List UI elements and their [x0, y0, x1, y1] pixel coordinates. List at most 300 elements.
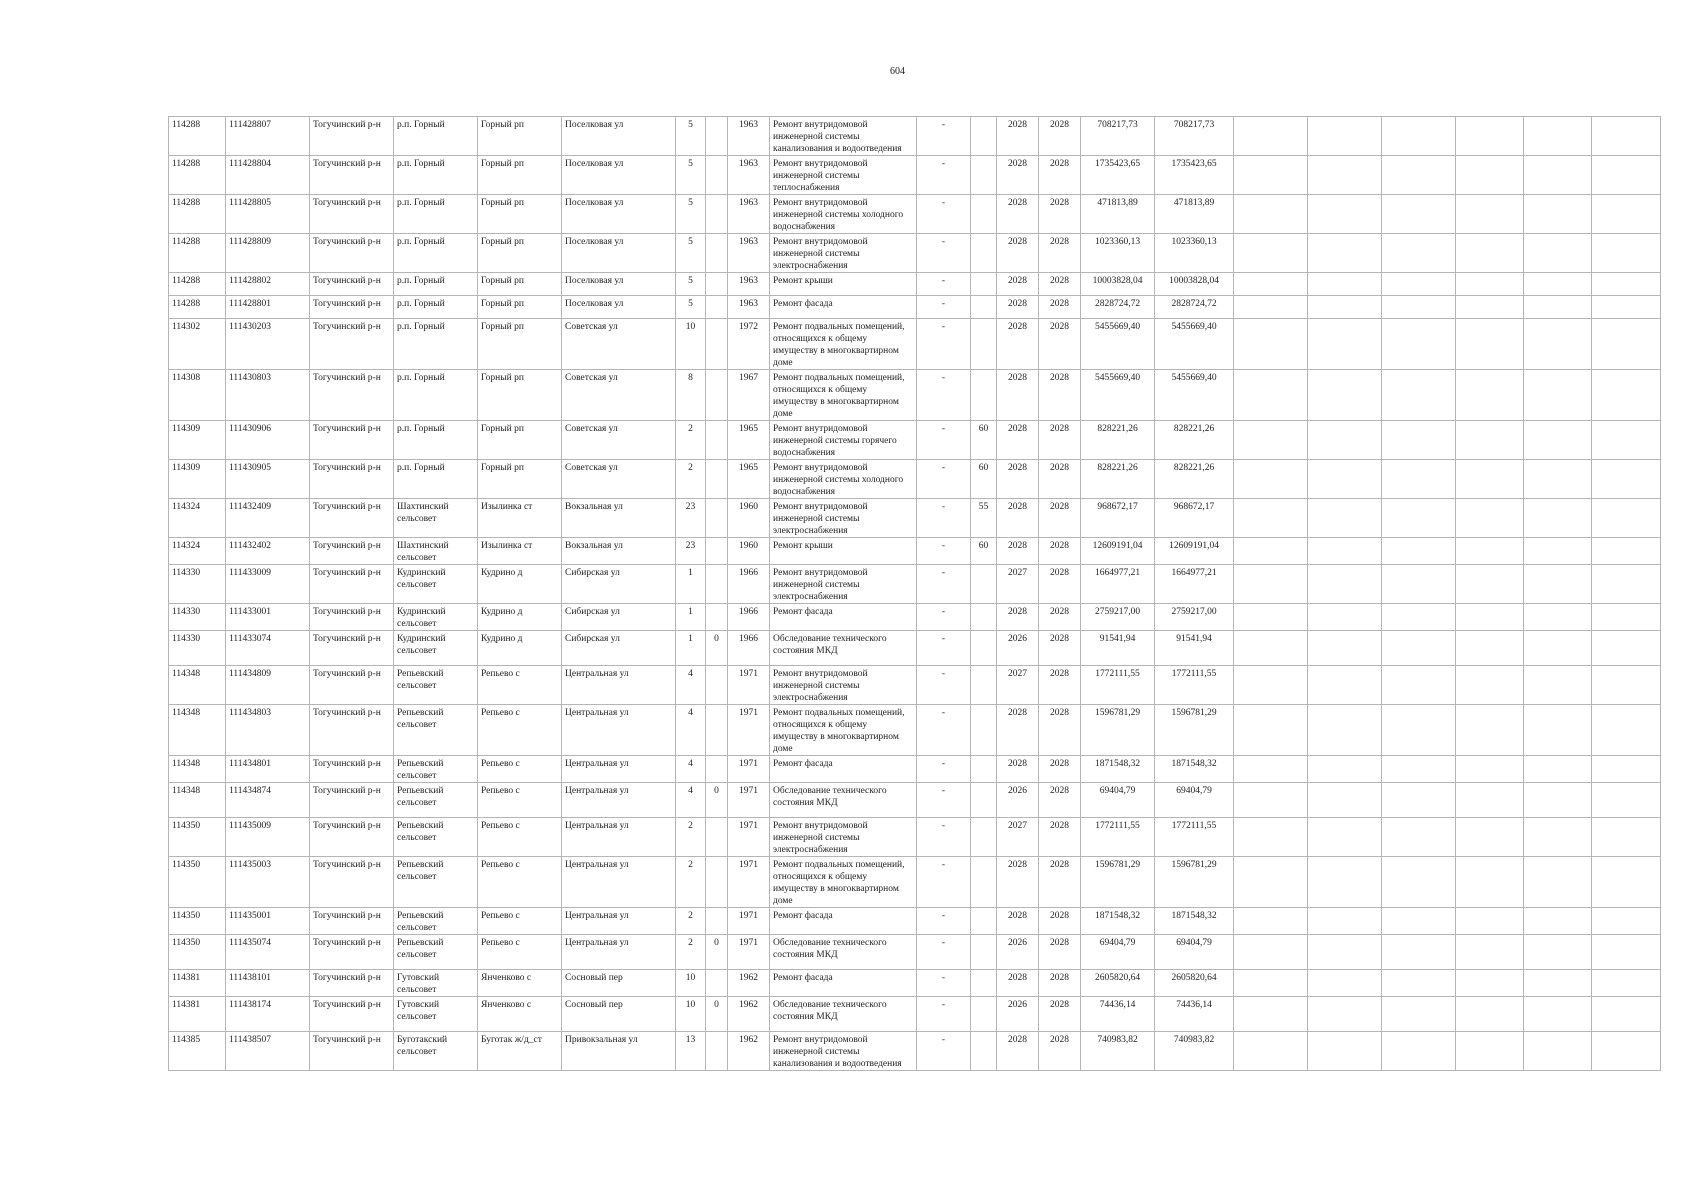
- cell-cost: 74436,14: [1081, 997, 1155, 1032]
- cell-empty: [1524, 705, 1592, 756]
- cell-house: 10: [676, 997, 706, 1032]
- cell-code: 111434803: [226, 705, 310, 756]
- cell-empty: [1382, 857, 1456, 908]
- cell-empty: [1234, 538, 1308, 565]
- cell-dash: -: [917, 319, 971, 370]
- cell-empty: [1592, 818, 1661, 857]
- cell-corpus: [706, 499, 728, 538]
- cell-dash: -: [917, 935, 971, 970]
- cell-work: Ремонт внутридомовой инженерной системы электроснабжения: [770, 234, 917, 273]
- cell-corpus: 0: [706, 631, 728, 666]
- cell-id: 114288: [169, 273, 226, 296]
- cell-empty: [1592, 756, 1661, 783]
- cell-street: Центральная ул: [562, 908, 676, 935]
- cell-empty: [1308, 1032, 1382, 1071]
- cell-total: 2759217,00: [1155, 604, 1234, 631]
- cell-empty: [1234, 970, 1308, 997]
- cell-empty: [1456, 460, 1524, 499]
- cell-house: 5: [676, 117, 706, 156]
- cell-work: Обследование технического состояния МКД: [770, 783, 917, 818]
- cell-empty: [1308, 156, 1382, 195]
- cell-work: Ремонт внутридомовой инженерной системы горячего водоснабжения: [770, 421, 917, 460]
- cell-year-from: 2028: [997, 156, 1039, 195]
- cell-district: Тогучинский р-н: [310, 908, 394, 935]
- cell-street: Центральная ул: [562, 756, 676, 783]
- cell-empty: [1234, 908, 1308, 935]
- cell-empty: [1308, 370, 1382, 421]
- cell-empty: [1382, 666, 1456, 705]
- cell-year-from: 2028: [997, 756, 1039, 783]
- cell-year-from: 2028: [997, 195, 1039, 234]
- cell-id: 114288: [169, 156, 226, 195]
- cell-empty: [1234, 705, 1308, 756]
- cell-house: 2: [676, 818, 706, 857]
- cell-empty: [1234, 783, 1308, 818]
- cell-district: Тогучинский р-н: [310, 460, 394, 499]
- cell-empty: [1456, 631, 1524, 666]
- cell-empty: [1382, 756, 1456, 783]
- cell-empty: [1592, 117, 1661, 156]
- cell-settlement: Кудринский сельсовет: [394, 631, 478, 666]
- cell-work: Ремонт внутридомовой инженерной системы канализования и водоотведения: [770, 1032, 917, 1071]
- cell-cost: 5455669,40: [1081, 319, 1155, 370]
- cell-empty: [1234, 273, 1308, 296]
- cell-empty: [1592, 666, 1661, 705]
- cell-year: 1966: [728, 604, 770, 631]
- cell-empty: [1592, 908, 1661, 935]
- cell-id: 114308: [169, 370, 226, 421]
- cell-term: [971, 666, 997, 705]
- cell-code: 111428801: [226, 296, 310, 319]
- cell-dash: -: [917, 117, 971, 156]
- cell-empty: [1308, 319, 1382, 370]
- cell-year: 1971: [728, 935, 770, 970]
- cell-total: 5455669,40: [1155, 370, 1234, 421]
- cell-locality: Горный рп: [478, 156, 562, 195]
- cell-year-to: 2028: [1039, 970, 1081, 997]
- cell-dash: -: [917, 234, 971, 273]
- cell-code: 111430905: [226, 460, 310, 499]
- cell-settlement: Гутовский сельсовет: [394, 997, 478, 1032]
- cell-house: 4: [676, 756, 706, 783]
- cell-locality: Репьево с: [478, 908, 562, 935]
- cell-empty: [1524, 783, 1592, 818]
- cell-empty: [1456, 756, 1524, 783]
- cell-year: 1962: [728, 970, 770, 997]
- cell-total: 1871548,32: [1155, 908, 1234, 935]
- cell-house: 10: [676, 970, 706, 997]
- cell-corpus: [706, 421, 728, 460]
- cell-work: Ремонт крыши: [770, 273, 917, 296]
- cell-year-to: 2028: [1039, 117, 1081, 156]
- cell-empty: [1524, 935, 1592, 970]
- cell-empty: [1524, 460, 1592, 499]
- cell-year-to: 2028: [1039, 604, 1081, 631]
- cell-total: 91541,94: [1155, 631, 1234, 666]
- cell-dash: -: [917, 195, 971, 234]
- cell-year: 1971: [728, 818, 770, 857]
- cell-empty: [1524, 296, 1592, 319]
- cell-code: 111432409: [226, 499, 310, 538]
- cell-year-to: 2028: [1039, 1032, 1081, 1071]
- cell-year-from: 2027: [997, 565, 1039, 604]
- cell-empty: [1456, 705, 1524, 756]
- cell-empty: [1234, 195, 1308, 234]
- table-row: [169, 460, 1661, 499]
- table-row: [169, 756, 1661, 783]
- cell-work: Ремонт подвальных помещений, относящихся к общему имуществу в многоквартирном доме: [770, 705, 917, 756]
- cell-year-to: 2028: [1039, 296, 1081, 319]
- cell-cost: 12609191,04: [1081, 538, 1155, 565]
- cell-term: [971, 631, 997, 666]
- cell-empty: [1308, 499, 1382, 538]
- cell-locality: Янченково с: [478, 970, 562, 997]
- cell-id: 114288: [169, 195, 226, 234]
- cell-empty: [1382, 818, 1456, 857]
- cell-street: Поселковая ул: [562, 234, 676, 273]
- cell-total: 1596781,29: [1155, 705, 1234, 756]
- cell-empty: [1456, 117, 1524, 156]
- cell-locality: Буготак ж/д_ст: [478, 1032, 562, 1071]
- cell-street: Поселковая ул: [562, 156, 676, 195]
- cell-id: 114288: [169, 234, 226, 273]
- cell-district: Тогучинский р-н: [310, 538, 394, 565]
- cell-locality: Горный рп: [478, 319, 562, 370]
- cell-year-to: 2028: [1039, 156, 1081, 195]
- cell-total: 828221,26: [1155, 460, 1234, 499]
- table-row: [169, 1032, 1661, 1071]
- cell-year: 1963: [728, 195, 770, 234]
- cell-code: 111438507: [226, 1032, 310, 1071]
- cell-empty: [1382, 538, 1456, 565]
- cell-street: Центральная ул: [562, 857, 676, 908]
- cell-house: 13: [676, 1032, 706, 1071]
- cell-year-from: 2026: [997, 997, 1039, 1032]
- cell-total: 1664977,21: [1155, 565, 1234, 604]
- cell-id: 114381: [169, 970, 226, 997]
- cell-street: Поселковая ул: [562, 296, 676, 319]
- cell-id: 114348: [169, 705, 226, 756]
- cell-code: 111435009: [226, 818, 310, 857]
- cell-term: [971, 296, 997, 319]
- cell-locality: Горный рп: [478, 234, 562, 273]
- cell-empty: [1524, 666, 1592, 705]
- cell-total: 968672,17: [1155, 499, 1234, 538]
- cell-empty: [1592, 421, 1661, 460]
- cell-empty: [1234, 370, 1308, 421]
- cell-settlement: Репьевский сельсовет: [394, 818, 478, 857]
- cell-id: 114350: [169, 818, 226, 857]
- cell-year-to: 2028: [1039, 460, 1081, 499]
- cell-district: Тогучинский р-н: [310, 499, 394, 538]
- cell-house: 2: [676, 857, 706, 908]
- cell-code: 111430906: [226, 421, 310, 460]
- cell-settlement: Репьевский сельсовет: [394, 783, 478, 818]
- cell-empty: [1382, 234, 1456, 273]
- cell-corpus: [706, 195, 728, 234]
- cell-year-to: 2028: [1039, 857, 1081, 908]
- cell-term: [971, 818, 997, 857]
- cell-year-from: 2028: [997, 705, 1039, 756]
- cell-empty: [1592, 273, 1661, 296]
- cell-district: Тогучинский р-н: [310, 234, 394, 273]
- cell-work: Ремонт подвальных помещений, относящихся к общему имуществу в многоквартирном доме: [770, 857, 917, 908]
- cell-work: Ремонт внутридомовой инженерной системы электроснабжения: [770, 666, 917, 705]
- cell-code: 111434874: [226, 783, 310, 818]
- cell-term: [971, 156, 997, 195]
- cell-empty: [1382, 195, 1456, 234]
- cell-year-from: 2028: [997, 319, 1039, 370]
- cell-code: 111434801: [226, 756, 310, 783]
- cell-total: 5455669,40: [1155, 319, 1234, 370]
- cell-empty: [1592, 631, 1661, 666]
- cell-year-to: 2028: [1039, 273, 1081, 296]
- table-row: [169, 970, 1661, 997]
- cell-settlement: Буготакский сельсовет: [394, 1032, 478, 1071]
- cell-house: 5: [676, 156, 706, 195]
- cell-year-to: 2028: [1039, 908, 1081, 935]
- cell-id: 114348: [169, 756, 226, 783]
- cell-house: 1: [676, 631, 706, 666]
- cell-empty: [1456, 296, 1524, 319]
- cell-year-from: 2026: [997, 783, 1039, 818]
- cell-code: 111435001: [226, 908, 310, 935]
- cell-corpus: [706, 666, 728, 705]
- cell-empty: [1382, 908, 1456, 935]
- cell-id: 114348: [169, 783, 226, 818]
- cell-year-to: 2028: [1039, 756, 1081, 783]
- cell-empty: [1592, 857, 1661, 908]
- cell-id: 114288: [169, 296, 226, 319]
- table-row: [169, 818, 1661, 857]
- cell-empty: [1524, 1032, 1592, 1071]
- cell-dash: -: [917, 1032, 971, 1071]
- cell-dash: -: [917, 783, 971, 818]
- table-row: [169, 857, 1661, 908]
- cell-year-from: 2028: [997, 370, 1039, 421]
- cell-cost: 1871548,32: [1081, 756, 1155, 783]
- cell-id: 114309: [169, 421, 226, 460]
- cell-total: 2605820,64: [1155, 970, 1234, 997]
- cell-dash: -: [917, 705, 971, 756]
- cell-year: 1971: [728, 908, 770, 935]
- cell-empty: [1456, 666, 1524, 705]
- cell-street: Центральная ул: [562, 666, 676, 705]
- cell-year-to: 2028: [1039, 499, 1081, 538]
- cell-empty: [1456, 273, 1524, 296]
- table-row: [169, 604, 1661, 631]
- cell-corpus: [706, 538, 728, 565]
- cell-locality: Горный рп: [478, 421, 562, 460]
- cell-dash: -: [917, 908, 971, 935]
- cell-term: 55: [971, 499, 997, 538]
- cell-dash: -: [917, 604, 971, 631]
- cell-street: Советская ул: [562, 460, 676, 499]
- cell-year-to: 2028: [1039, 783, 1081, 818]
- cell-code: 111433001: [226, 604, 310, 631]
- cell-cost: 828221,26: [1081, 421, 1155, 460]
- cell-empty: [1382, 970, 1456, 997]
- cell-empty: [1456, 421, 1524, 460]
- cell-locality: Горный рп: [478, 273, 562, 296]
- cell-cost: 2759217,00: [1081, 604, 1155, 631]
- cell-year-from: 2028: [997, 117, 1039, 156]
- cell-work: Обследование технического состояния МКД: [770, 631, 917, 666]
- cell-empty: [1592, 538, 1661, 565]
- cell-total: 828221,26: [1155, 421, 1234, 460]
- cell-work: Ремонт подвальных помещений, относящихся к общему имуществу в многоквартирном доме: [770, 319, 917, 370]
- cell-term: [971, 234, 997, 273]
- cell-year: 1962: [728, 1032, 770, 1071]
- cell-empty: [1524, 156, 1592, 195]
- cell-locality: Изылинка ст: [478, 538, 562, 565]
- cell-street: Сосновый пер: [562, 970, 676, 997]
- cell-dash: -: [917, 666, 971, 705]
- cell-district: Тогучинский р-н: [310, 857, 394, 908]
- cell-id: 114348: [169, 666, 226, 705]
- table-row: [169, 783, 1661, 818]
- cell-locality: Горный рп: [478, 296, 562, 319]
- cell-id: 114330: [169, 631, 226, 666]
- cell-empty: [1592, 970, 1661, 997]
- cell-code: 111435003: [226, 857, 310, 908]
- cell-code: 111428804: [226, 156, 310, 195]
- cell-year: 1965: [728, 460, 770, 499]
- cell-house: 1: [676, 565, 706, 604]
- cell-year-to: 2028: [1039, 538, 1081, 565]
- cell-work: Ремонт внутридомовой инженерной системы канализования и водоотведения: [770, 117, 917, 156]
- cell-corpus: 0: [706, 935, 728, 970]
- cell-district: Тогучинский р-н: [310, 705, 394, 756]
- cell-empty: [1382, 421, 1456, 460]
- cell-house: 5: [676, 234, 706, 273]
- cell-empty: [1382, 117, 1456, 156]
- cell-year-to: 2028: [1039, 565, 1081, 604]
- cell-empty: [1308, 273, 1382, 296]
- cell-empty: [1234, 997, 1308, 1032]
- cell-year: 1965: [728, 421, 770, 460]
- cell-empty: [1592, 783, 1661, 818]
- cell-code: 111433009: [226, 565, 310, 604]
- cell-corpus: [706, 296, 728, 319]
- cell-settlement: Репьевский сельсовет: [394, 935, 478, 970]
- cell-empty: [1308, 195, 1382, 234]
- cell-term: [971, 1032, 997, 1071]
- cell-district: Тогучинский р-н: [310, 604, 394, 631]
- cell-code: 111428802: [226, 273, 310, 296]
- cell-year-from: 2028: [997, 421, 1039, 460]
- cell-settlement: р.п. Горный: [394, 460, 478, 499]
- cell-year: 1971: [728, 756, 770, 783]
- cell-empty: [1456, 370, 1524, 421]
- cell-empty: [1308, 666, 1382, 705]
- cell-empty: [1592, 156, 1661, 195]
- cell-empty: [1592, 460, 1661, 499]
- cell-corpus: [706, 1032, 728, 1071]
- cell-code: 111428805: [226, 195, 310, 234]
- cell-year: 1960: [728, 499, 770, 538]
- cell-empty: [1234, 565, 1308, 604]
- cell-empty: [1308, 460, 1382, 499]
- cell-term: 60: [971, 460, 997, 499]
- cell-work: Ремонт внутридомовой инженерной системы холодного водоснабжения: [770, 460, 917, 499]
- cell-street: Поселковая ул: [562, 273, 676, 296]
- cell-empty: [1524, 857, 1592, 908]
- table-row: [169, 705, 1661, 756]
- cell-corpus: 0: [706, 783, 728, 818]
- cell-cost: 471813,89: [1081, 195, 1155, 234]
- cell-empty: [1308, 997, 1382, 1032]
- cell-work: Ремонт фасада: [770, 908, 917, 935]
- cell-street: Советская ул: [562, 370, 676, 421]
- cell-empty: [1524, 370, 1592, 421]
- cell-empty: [1592, 935, 1661, 970]
- cell-empty: [1592, 1032, 1661, 1071]
- cell-settlement: р.п. Горный: [394, 319, 478, 370]
- cell-term: [971, 970, 997, 997]
- cell-year: 1971: [728, 705, 770, 756]
- cell-code: 111435074: [226, 935, 310, 970]
- cell-term: 60: [971, 538, 997, 565]
- cell-code: 111438101: [226, 970, 310, 997]
- table-row: [169, 666, 1661, 705]
- cell-empty: [1592, 370, 1661, 421]
- cell-empty: [1456, 538, 1524, 565]
- cell-district: Тогучинский р-н: [310, 818, 394, 857]
- cell-settlement: Гутовский сельсовет: [394, 970, 478, 997]
- cell-street: Центральная ул: [562, 818, 676, 857]
- repair-register-table: [168, 116, 1661, 1071]
- cell-empty: [1308, 783, 1382, 818]
- cell-total: 1772111,55: [1155, 666, 1234, 705]
- cell-street: Поселковая ул: [562, 117, 676, 156]
- cell-empty: [1592, 604, 1661, 631]
- cell-street: Сосновый пер: [562, 997, 676, 1032]
- cell-empty: [1524, 565, 1592, 604]
- cell-id: 114309: [169, 460, 226, 499]
- cell-empty: [1524, 756, 1592, 783]
- cell-id: 114330: [169, 565, 226, 604]
- cell-term: [971, 117, 997, 156]
- cell-street: Советская ул: [562, 421, 676, 460]
- cell-empty: [1456, 234, 1524, 273]
- cell-code: 111432402: [226, 538, 310, 565]
- cell-settlement: Шахтинский сельсовет: [394, 538, 478, 565]
- cell-cost: 91541,94: [1081, 631, 1155, 666]
- cell-empty: [1382, 935, 1456, 970]
- cell-locality: Кудрино д: [478, 565, 562, 604]
- cell-corpus: [706, 604, 728, 631]
- cell-empty: [1308, 756, 1382, 783]
- cell-empty: [1592, 499, 1661, 538]
- cell-district: Тогучинский р-н: [310, 935, 394, 970]
- cell-year-to: 2028: [1039, 319, 1081, 370]
- cell-empty: [1382, 273, 1456, 296]
- cell-year: 1966: [728, 631, 770, 666]
- cell-empty: [1456, 499, 1524, 538]
- cell-house: 5: [676, 273, 706, 296]
- cell-empty: [1308, 117, 1382, 156]
- cell-dash: -: [917, 156, 971, 195]
- cell-year: 1971: [728, 857, 770, 908]
- cell-house: 2: [676, 421, 706, 460]
- cell-district: Тогучинский р-н: [310, 421, 394, 460]
- cell-year-from: 2028: [997, 296, 1039, 319]
- cell-empty: [1382, 296, 1456, 319]
- cell-cost: 69404,79: [1081, 935, 1155, 970]
- cell-term: [971, 756, 997, 783]
- cell-settlement: Репьевский сельсовет: [394, 756, 478, 783]
